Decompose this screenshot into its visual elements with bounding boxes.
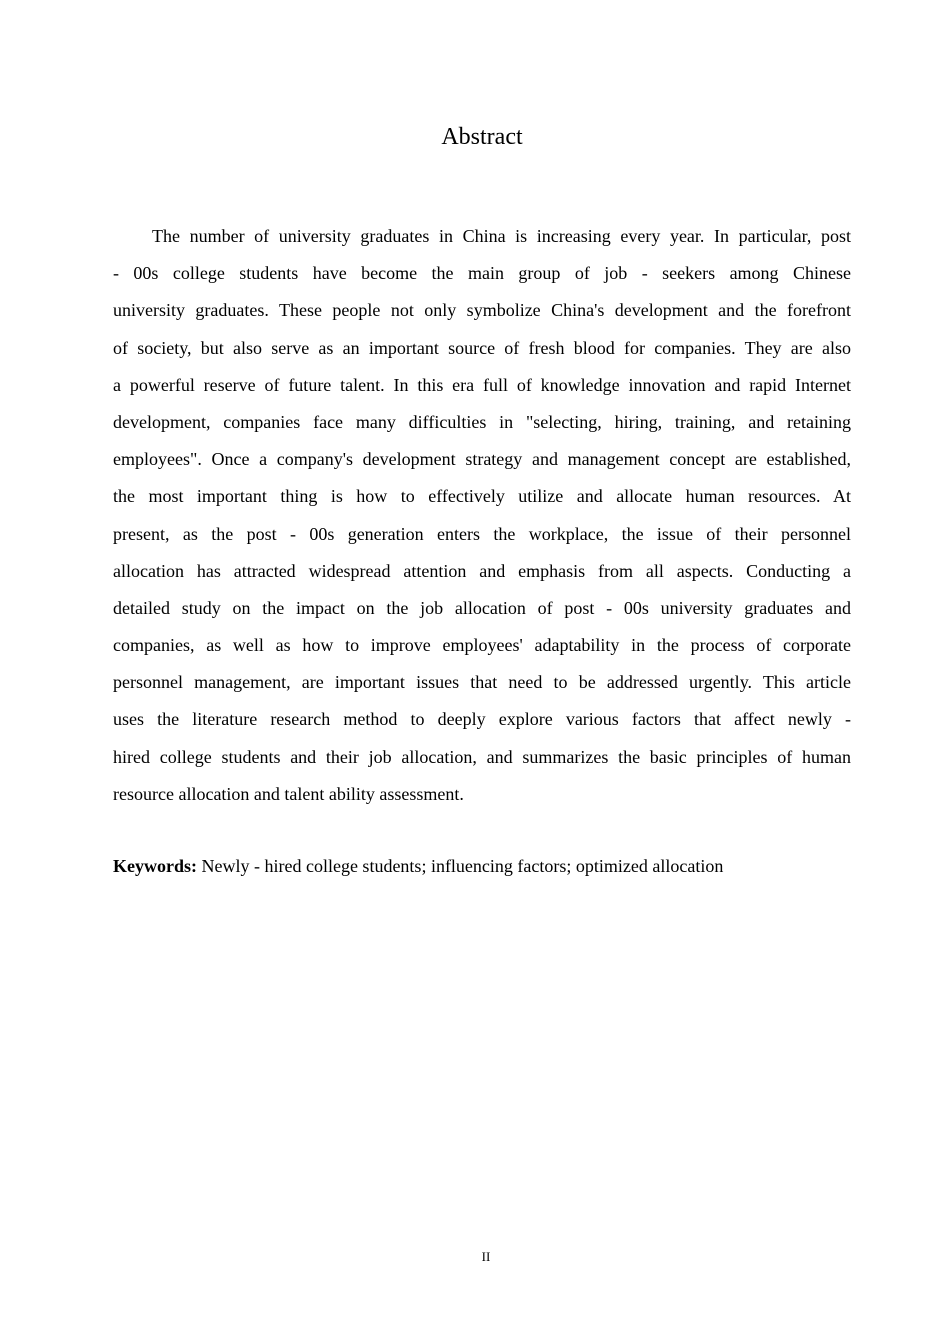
abstract-body — [113, 223, 851, 818]
page-number: II — [481, 1249, 491, 1264]
abstract-line: allocation has attracted widespread attention and emphasis from all aspects. Conducting a — [113, 560, 851, 581]
abstract-line: companies, as well as how to improve employees' adaptability in the process of corporate — [113, 635, 851, 656]
abstract-line: uses the literature research method to deeply explore various factors that affect newly - — [113, 709, 851, 730]
abstract-line: - 00s college students have become the main group of job - seekers among Chinese — [113, 263, 851, 284]
abstract-line: the most important thing is how to effectively utilize and allocate human resources. At — [113, 486, 851, 507]
abstract-line: development, companies face many difficulties in "selecting, hiring, training, and retaining — [113, 411, 851, 432]
abstract-line: detailed study on the impact on the job allocation of post - 00s university graduates and — [113, 597, 851, 618]
abstract-line: employees". Once a company's development strategy and management concept are established, — [113, 449, 851, 470]
abstract-line: personnel management, are important issues that need to be addressed urgently. This article — [113, 672, 851, 693]
abstract-line: The number of university graduates in China is increasing every year. In particular, post — [152, 226, 851, 246]
page-title: Abstract — [441, 124, 523, 150]
keywords-text: Newly - hired college students; influencing factors; optimized allocation — [197, 856, 724, 876]
abstract-line: present, as the post - 00s generation enters the workplace, the issue of their personnel — [113, 523, 851, 544]
abstract-line: hired college students and their job allocation, and summarizes the basic principles of human — [113, 746, 851, 767]
keywords-label: Keywords: — [113, 856, 197, 876]
abstract-line: resource allocation and talent ability assessment. — [113, 783, 464, 804]
keywords — [113, 856, 723, 877]
abstract-line: university graduates. These people not only symbolize China's development and the forefront — [113, 300, 851, 321]
abstract-line: of society, but also serve as an important source of fresh blood for companies. They are also — [113, 337, 851, 358]
abstract-line: a powerful reserve of future talent. In this era full of knowledge innovation and rapid Internet — [113, 374, 851, 395]
